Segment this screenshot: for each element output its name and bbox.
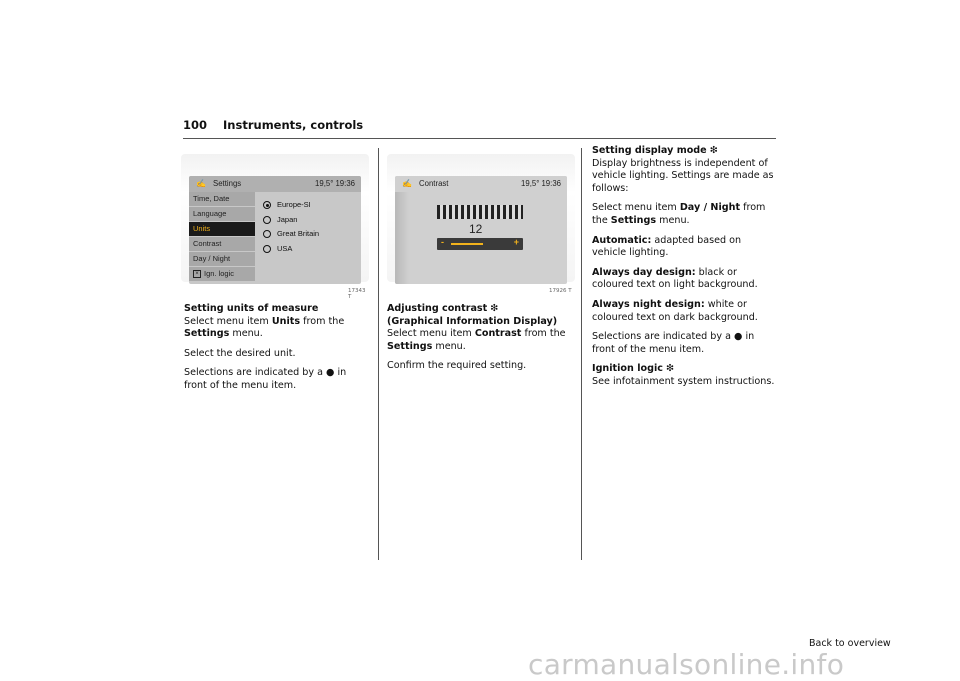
contrast-paragraph-1: Select menu item Contrast from the Settings menu. [387,328,566,352]
checkbox-icon: × [193,270,201,278]
night-design-paragraph: Always night design: white or coloured text on dark background. [592,298,758,323]
units-paragraph-3: Selections are indicated by a ● in front of the menu item. [184,367,347,391]
ignition-logic-heading: Ignition logic ❇ [592,363,675,375]
contrast-figure [387,148,575,294]
radio-icon [263,230,271,238]
units-heading: Setting units of measure [184,303,319,314]
radio-selected-icon [263,201,271,209]
settings-menu [189,192,255,282]
column-3-text [592,145,778,396]
column-divider-2 [581,148,582,560]
option-usa [263,242,319,257]
automatic-paragraph: Automatic: adapted based on vehicle lighting. [592,234,742,259]
contrast-minus: - [441,237,444,247]
temp-time-readout: 19,5° 19:36 [521,179,561,188]
radio-icon [263,245,271,253]
settings-units-figure [181,148,369,300]
units-paragraph-1: Select menu item Units from the Settings menu. [184,315,345,340]
option-label: USA [277,243,293,253]
contrast-plus: + [513,237,519,247]
contrast-test-pattern [437,205,523,219]
display-mode-heading: Setting display mode ❇ [592,145,718,156]
day-design-paragraph: Always day design: black or coloured text on light background. [592,266,758,291]
screen-title: Settings [213,179,242,188]
menu-item-language: Language [189,207,255,222]
sun-icon: ❇ [490,303,499,314]
dot-icon: ● [734,331,743,343]
sun-icon: ❇ [709,145,718,156]
figure-id: 17926 T [549,288,572,294]
menu-item-contrast: Contrast [189,237,255,252]
units-paragraph-2: Select the desired unit. [184,347,296,359]
watermark: carmanualsonline.info [528,648,845,681]
contrast-slider [437,238,523,250]
header-rule [183,138,776,139]
screen-title-bar [189,176,361,192]
screen-title-bar [395,176,567,192]
units-options [263,198,319,256]
selection-paragraph: Selections are indicated by a ● in front of the menu item. [592,331,755,355]
phone-signal-icon: ✍ [196,179,206,188]
radio-icon [263,216,271,224]
option-label: Great Britain [277,229,320,238]
page-number: 100 [183,118,208,132]
option-label: Japan [277,214,298,224]
figure-id: 17343 T [348,288,366,300]
contrast-slider-fill [451,243,483,245]
menu-item-ign-logic [189,267,255,282]
contrast-paragraph-2: Confirm the required setting. [387,360,527,372]
option-europe-si [263,198,319,213]
screen-side-shadow [395,192,409,284]
menu-item-time-date: Time, Date [189,192,255,207]
sun-icon: ❇ [665,363,675,375]
column-divider-1 [378,148,379,560]
contrast-value: 12 [469,222,483,236]
column-1-text [184,303,372,400]
section-title: Instruments, controls [223,118,364,132]
option-label: Europe-SI [277,200,311,209]
option-japan [263,213,319,228]
screen-title: Contrast [419,179,449,188]
dot-icon: ● [326,367,335,379]
menu-item-day-night: Day / Night [189,252,255,267]
phone-signal-icon: ✍ [402,179,412,188]
contrast-subheading: (Graphical Information Display) [387,315,558,327]
menu-item-ign-logic-label: Ign. logic [204,269,235,278]
display-mode-paragraph-1: Display brightness is independent of vehicle lighting. Settings are made as follows: [592,157,774,194]
page-header [183,118,363,132]
display-mode-paragraph-2: Select menu item Day / Night from the Settings menu. [592,202,766,226]
contrast-heading: Adjusting contrast ❇ [387,303,499,314]
display-screen [189,176,361,284]
column-2-text [387,303,575,380]
display-screen [395,176,567,284]
option-great-britain [263,227,319,242]
temp-time-readout: 19,5° 19:36 [315,179,355,188]
menu-item-units: Units [189,222,255,237]
back-to-overview-link[interactable]: Back to overview [809,638,891,649]
ignition-logic-paragraph: See infotainment system instructions. [592,375,775,387]
